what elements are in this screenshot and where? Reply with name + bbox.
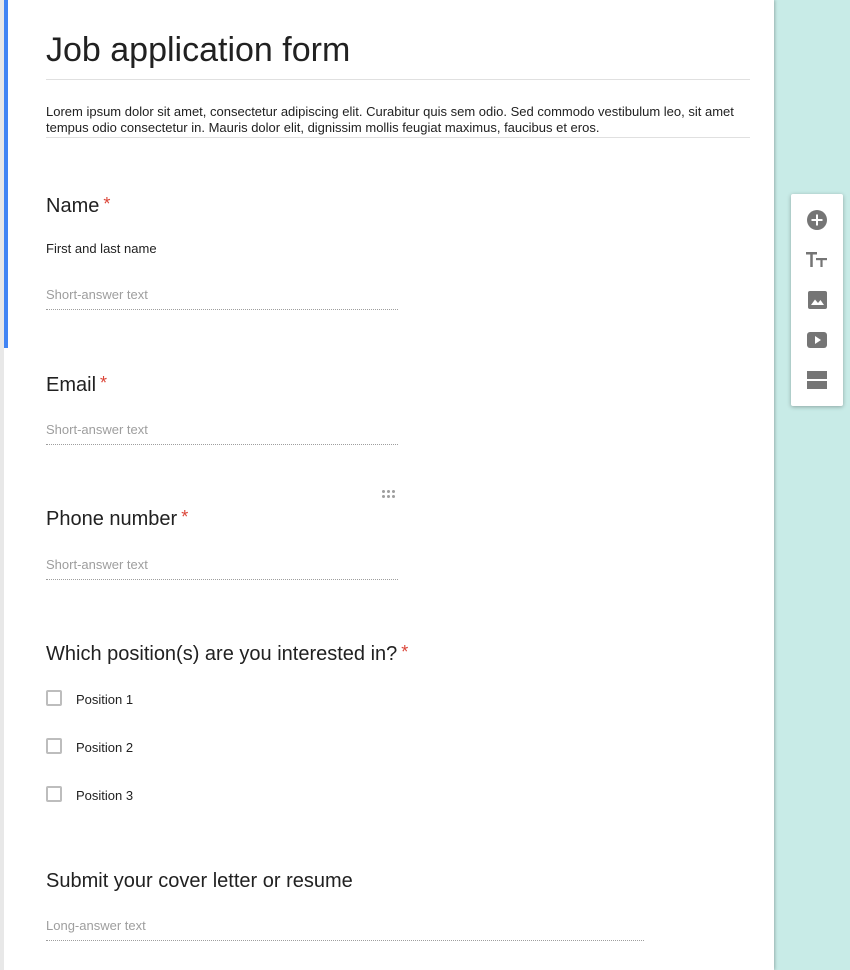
floating-toolbar: [791, 194, 843, 406]
question-email-label: Email: [46, 374, 97, 396]
active-section-indicator: [4, 0, 8, 348]
required-asterisk: *: [401, 642, 409, 662]
position-1-label[interactable]: Position 1: [76, 692, 134, 707]
form-title[interactable]: Job application form: [46, 31, 351, 69]
drag-handle-icon[interactable]: [381, 489, 397, 499]
position-3-checkbox[interactable]: [46, 786, 62, 802]
question-phone-title[interactable]: [46, 506, 188, 532]
add-video-icon[interactable]: [805, 328, 829, 352]
position-2-label[interactable]: Position 2: [76, 740, 134, 755]
add-question-icon[interactable]: [805, 208, 829, 232]
add-title-icon[interactable]: [805, 248, 829, 272]
question-name-helper[interactable]: First and last name: [46, 241, 157, 256]
required-asterisk: *: [103, 194, 111, 214]
form-description[interactable]: Lorem ipsum dolor sit amet, consectetur adipiscing elit. Curabitur quis sem odio. Sed commodo vestibulum leo, sit amet tempus odio consectetur in. Mauris dolor elit, dignissim mollis feugiat maximus, faucibus et eros.: [46, 104, 734, 135]
cover-letter-long-answer-field: Long-answer text: [46, 918, 644, 941]
position-2-checkbox[interactable]: [46, 738, 62, 754]
required-asterisk: *: [100, 373, 108, 393]
description-divider: [46, 137, 750, 138]
add-section-icon[interactable]: [805, 368, 829, 392]
title-divider: [46, 79, 750, 80]
question-cover-letter-title[interactable]: Submit your cover letter or resume: [46, 870, 353, 892]
question-positions-title[interactable]: [46, 641, 408, 667]
position-1-checkbox[interactable]: [46, 690, 62, 706]
position-3-label[interactable]: Position 3: [76, 788, 134, 803]
phone-short-answer-field: Short-answer text: [46, 557, 398, 580]
email-short-answer-field: Short-answer text: [46, 422, 398, 445]
question-email-title[interactable]: [46, 372, 107, 398]
add-image-icon[interactable]: [805, 288, 829, 312]
name-short-answer-field: Short-answer text: [46, 287, 398, 310]
required-asterisk: *: [181, 507, 189, 527]
question-name-title[interactable]: [46, 193, 110, 219]
question-phone-label: Phone number: [46, 508, 178, 530]
question-positions-label: Which position(s) are you interested in?: [46, 643, 398, 665]
question-name-label: Name: [46, 195, 100, 217]
